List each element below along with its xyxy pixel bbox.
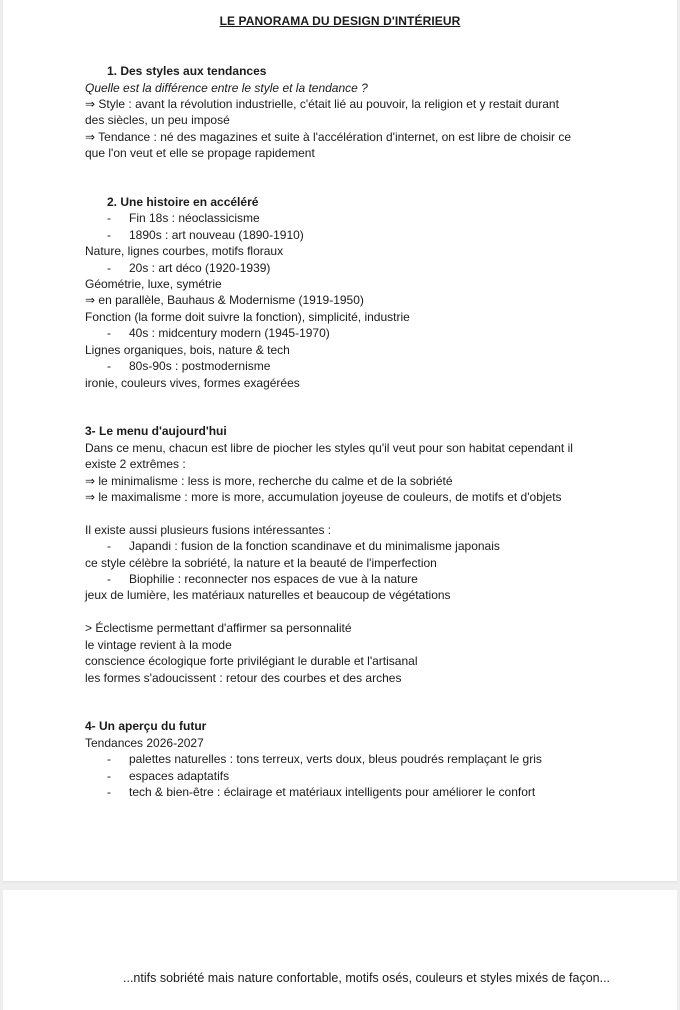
eclectisme-line: > Éclectisme permettant d'affirmer sa personnalité [85, 621, 352, 635]
list-dash: - [107, 539, 111, 553]
list-dash: - [107, 785, 111, 799]
list-item: 80s-90s : postmodernisme [129, 359, 271, 373]
section-1-question: Quelle est la différence entre le style et la tendance ? [85, 81, 368, 95]
section-4-heading: 4- Un aperçu du futur [85, 719, 207, 733]
section-4-subtitle: Tendances 2026-2027 [85, 736, 204, 750]
tendance-line-2: que l'on veut et elle se propage rapidement [85, 146, 315, 160]
list-dash: - [107, 752, 111, 766]
list-item: palettes naturelles : tons terreux, verts doux, bleus poudrés remplaçant le gris [129, 752, 542, 766]
list-dash: - [107, 572, 111, 586]
section-1-heading: 1. Des styles aux tendances [107, 64, 267, 78]
next-page-cut-text: ...ntifs sobriété mais nature confortable, motifs osés, couleurs et styles mixés de façon... [123, 971, 611, 985]
document-page [3, 0, 677, 881]
list-dash: - [107, 326, 111, 340]
deco-description: Géométrie, luxe, symétrie [85, 277, 222, 291]
bauhaus-description: Fonction (la forme doit suivre la fonction), simplicité, industrie [85, 310, 410, 324]
list-dash: - [107, 261, 111, 275]
biophilie-description: jeux de lumière, les matériaux naturelles et beaucoup de végétations [85, 588, 451, 602]
list-dash: - [107, 211, 111, 225]
list-dash: - [107, 769, 111, 783]
style-line-2: des siècles, un peu imposé [85, 113, 230, 127]
fusions-line: Il existe aussi plusieurs fusions intéressantes : [85, 523, 332, 537]
section-2-heading: 2. Une histoire en accéléré [107, 195, 259, 209]
list-item: 1890s : art nouveau (1890-1910) [129, 228, 304, 242]
style-line-1: ⇒ Style : avant la révolution industrielle, c'était lié au pouvoir, la religion et y restait durant [85, 97, 559, 111]
ecologie-line: conscience écologique forte privilégiant le durable et l'artisanal [85, 654, 418, 668]
next-page [3, 890, 677, 1010]
midcentury-description: Lignes organiques, bois, nature & tech [85, 343, 290, 357]
list-dash: - [107, 359, 111, 373]
section-3-intro-2: existe 2 extrêmes : [85, 457, 186, 471]
list-item: 20s : art déco (1920-1939) [129, 261, 271, 275]
maximalisme-line: ⇒ le maximalisme : more is more, accumulation joyeuse de couleurs, de motifs et d'objets [85, 490, 562, 504]
vintage-line: le vintage revient à la mode [85, 638, 232, 652]
section-3-intro-1: Dans ce menu, chacun est libre de piocher les styles qu'il veut pour son habitat cependant il [85, 441, 573, 455]
japandi-item: Japandi : fusion de la fonction scandinave et du minimalisme japonais [129, 539, 500, 553]
japandi-description: ce style célèbre la sobriété, la nature et la beauté de l'imperfection [85, 556, 437, 570]
list-item: Fin 18s : néoclassicisme [129, 211, 260, 225]
list-item: 40s : midcentury modern (1945-1970) [129, 326, 330, 340]
nouveau-description: Nature, lignes courbes, motifs floraux [85, 244, 284, 258]
bauhaus-line: ⇒ en parallèle, Bauhaus & Modernisme (1919-1950) [85, 293, 364, 307]
document-title: LE PANORAMA DU DESIGN D'INTÉRIEUR [219, 14, 461, 28]
minimalisme-line: ⇒ le minimalisme : less is more, recherche du calme et de la sobriété [85, 474, 453, 488]
biophilie-item: Biophilie : reconnecter nos espaces de vue à la nature [129, 572, 418, 586]
list-dash: - [107, 228, 111, 242]
list-item: espaces adaptatifs [129, 769, 230, 783]
list-item: tech & bien-être : éclairage et matériaux intelligents pour améliorer le confort [129, 785, 536, 799]
courbes-line: les formes s'adoucissent : retour des courbes et des arches [85, 671, 402, 685]
postmodern-description: ironie, couleurs vives, formes exagérées [85, 376, 300, 390]
section-3-heading: 3- Le menu d'aujourd'hui [85, 424, 227, 438]
tendance-line-1: ⇒ Tendance : né des magazines et suite à l'accélération d'internet, on est libre de choisir ce [85, 130, 572, 144]
